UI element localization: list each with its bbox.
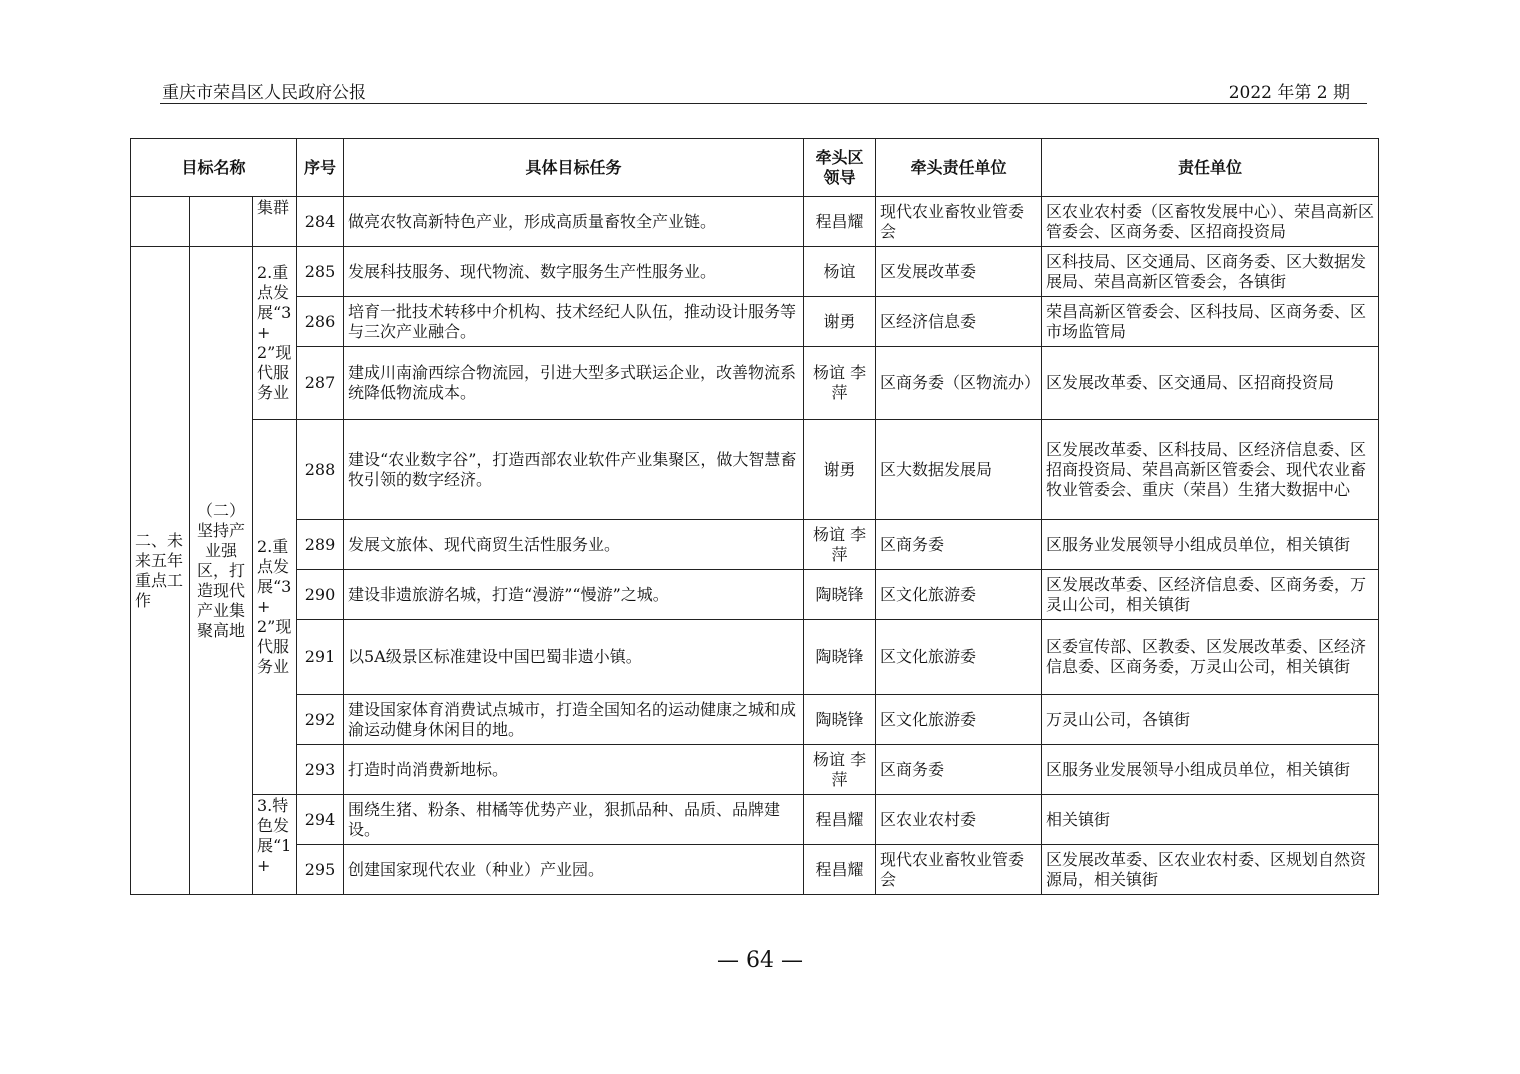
table-row xyxy=(131,745,1379,795)
subgoal-cell: （二）坚持产业强区，打造现代产业集聚高地 xyxy=(190,247,253,895)
resp-unit-cell: 万灵山公司，各镇街 xyxy=(1042,695,1379,745)
seq-cell: 291 xyxy=(297,620,344,695)
seq-cell: 289 xyxy=(297,520,344,570)
leader-cell: 程昌耀 xyxy=(804,845,876,895)
table-row xyxy=(131,570,1379,620)
header-divider xyxy=(160,103,1367,104)
task-cell: 发展文旅体、现代商贸生活性服务业。 xyxy=(344,520,804,570)
table-header-row xyxy=(131,139,1379,197)
resp-unit-cell: 区委宣传部、区教委、区发展改革委、区经济信息委、区商务委，万灵山公司，相关镇街 xyxy=(1042,620,1379,695)
leader-cell: 杨谊 李萍 xyxy=(804,520,876,570)
table-row xyxy=(131,520,1379,570)
leader-cell: 陶晓锋 xyxy=(804,570,876,620)
group-cell: 2.重点发展“3+2”现代服务业 xyxy=(253,247,297,420)
lead-unit-cell: 区发展改革委 xyxy=(876,247,1042,297)
table-row xyxy=(131,845,1379,895)
col-task: 具体目标任务 xyxy=(344,139,804,197)
group-cell: 3.特色发展“1+ xyxy=(253,795,297,895)
col-resp-unit: 责任单位 xyxy=(1042,139,1379,197)
seq-cell: 290 xyxy=(297,570,344,620)
empty-subgoal-cell xyxy=(190,197,253,247)
seq-cell: 294 xyxy=(297,795,344,845)
seq-cell: 293 xyxy=(297,745,344,795)
lead-unit-cell: 现代农业畜牧业管委会 xyxy=(876,845,1042,895)
table-row xyxy=(131,297,1379,347)
lead-unit-cell: 区商务委（区物流办） xyxy=(876,347,1042,420)
lead-unit-cell: 现代农业畜牧业管委会 xyxy=(876,197,1042,247)
leader-cell: 程昌耀 xyxy=(804,795,876,845)
resp-unit-cell: 区发展改革委、区农业农村委、区规划自然资源局，相关镇街 xyxy=(1042,845,1379,895)
group-cell: 集群 xyxy=(253,197,297,247)
resp-unit-cell: 区发展改革委、区交通局、区招商投资局 xyxy=(1042,347,1379,420)
group-cell: 2.重点发展“3+2”现代服务业 xyxy=(253,420,297,795)
task-cell: 建成川南渝西综合物流园，引进大型多式联运企业，改善物流系统降低物流成本。 xyxy=(344,347,804,420)
task-cell: 建设国家体育消费试点城市，打造全国知名的运动健康之城和成渝运动健身休闲目的地。 xyxy=(344,695,804,745)
task-cell: 以5A级景区标准建设中国巴蜀非遗小镇。 xyxy=(344,620,804,695)
task-cell: 建设非遗旅游名城，打造“漫游”“慢游”之城。 xyxy=(344,570,804,620)
table-row xyxy=(131,347,1379,420)
task-cell: 建设“农业数字谷”，打造西部农业软件产业集聚区，做大智慧畜牧引领的数字经济。 xyxy=(344,420,804,520)
issue-number: 2022 年第 2 期 xyxy=(1228,83,1350,103)
seq-cell: 292 xyxy=(297,695,344,745)
lead-unit-cell: 区商务委 xyxy=(876,520,1042,570)
leader-cell: 陶晓锋 xyxy=(804,620,876,695)
table-row xyxy=(131,620,1379,695)
lead-unit-cell: 区经济信息委 xyxy=(876,297,1042,347)
seq-cell: 288 xyxy=(297,420,344,520)
page-number: — 64 — xyxy=(717,948,803,973)
task-cell: 做亮农牧高新特色产业，形成高质量畜牧全产业链。 xyxy=(344,197,804,247)
lead-unit-cell: 区商务委 xyxy=(876,745,1042,795)
leader-cell: 杨谊 李萍 xyxy=(804,745,876,795)
resp-unit-cell: 荣昌高新区管委会、区科技局、区商务委、区市场监管局 xyxy=(1042,297,1379,347)
task-cell: 发展科技服务、现代物流、数字服务生产性服务业。 xyxy=(344,247,804,297)
resp-unit-cell: 区服务业发展领导小组成员单位，相关镇街 xyxy=(1042,745,1379,795)
lead-unit-cell: 区农业农村委 xyxy=(876,795,1042,845)
leader-cell: 陶晓锋 xyxy=(804,695,876,745)
resp-unit-cell: 区服务业发展领导小组成员单位，相关镇街 xyxy=(1042,520,1379,570)
publication-title: 重庆市荣昌区人民政府公报 xyxy=(162,83,366,103)
seq-cell: 284 xyxy=(297,197,344,247)
leader-cell: 杨谊 xyxy=(804,247,876,297)
task-cell: 围绕生猪、粉条、柑橘等优势产业，狠抓品种、品质、品牌建设。 xyxy=(344,795,804,845)
task-cell: 创建国家现代农业（种业）产业园。 xyxy=(344,845,804,895)
resp-unit-cell: 区农业农村委（区畜牧发展中心）、荣昌高新区管委会、区商务委、区招商投资局 xyxy=(1042,197,1379,247)
col-goal-name: 目标名称 xyxy=(131,139,297,197)
goal-cell: 二、未来五年重点工作 xyxy=(131,247,190,895)
resp-unit-cell: 相关镇街 xyxy=(1042,795,1379,845)
resp-unit-cell: 区发展改革委、区经济信息委、区商务委，万灵山公司，相关镇街 xyxy=(1042,570,1379,620)
task-cell: 打造时尚消费新地标。 xyxy=(344,745,804,795)
table-row xyxy=(131,795,1379,845)
resp-unit-cell: 区科技局、区交通局、区商务委、区大数据发展局、荣昌高新区管委会，各镇街 xyxy=(1042,247,1379,297)
resp-unit-cell: 区发展改革委、区科技局、区经济信息委、区招商投资局、荣昌高新区管委会、现代农业畜牧业管委会、重庆（荣昌）生猪大数据中心 xyxy=(1042,420,1379,520)
task-cell: 培育一批技术转移中介机构、技术经纪人队伍，推动设计服务等与三次产业融合。 xyxy=(344,297,804,347)
lead-unit-cell: 区文化旅游委 xyxy=(876,570,1042,620)
leader-cell: 谢勇 xyxy=(804,297,876,347)
lead-unit-cell: 区文化旅游委 xyxy=(876,695,1042,745)
col-leader: 牵头区领导 xyxy=(804,139,876,197)
leader-cell: 程昌耀 xyxy=(804,197,876,247)
task-table xyxy=(130,138,1379,895)
leader-cell: 杨谊 李萍 xyxy=(804,347,876,420)
lead-unit-cell: 区大数据发展局 xyxy=(876,420,1042,520)
seq-cell: 286 xyxy=(297,297,344,347)
seq-cell: 295 xyxy=(297,845,344,895)
table-row xyxy=(131,695,1379,745)
table-row xyxy=(131,247,1379,297)
table-row xyxy=(131,420,1379,520)
leader-cell: 谢勇 xyxy=(804,420,876,520)
table-row xyxy=(131,197,1379,247)
lead-unit-cell: 区文化旅游委 xyxy=(876,620,1042,695)
empty-goal-cell xyxy=(131,197,190,247)
col-lead-unit: 牵头责任单位 xyxy=(876,139,1042,197)
seq-cell: 287 xyxy=(297,347,344,420)
seq-cell: 285 xyxy=(297,247,344,297)
col-seq: 序号 xyxy=(297,139,344,197)
